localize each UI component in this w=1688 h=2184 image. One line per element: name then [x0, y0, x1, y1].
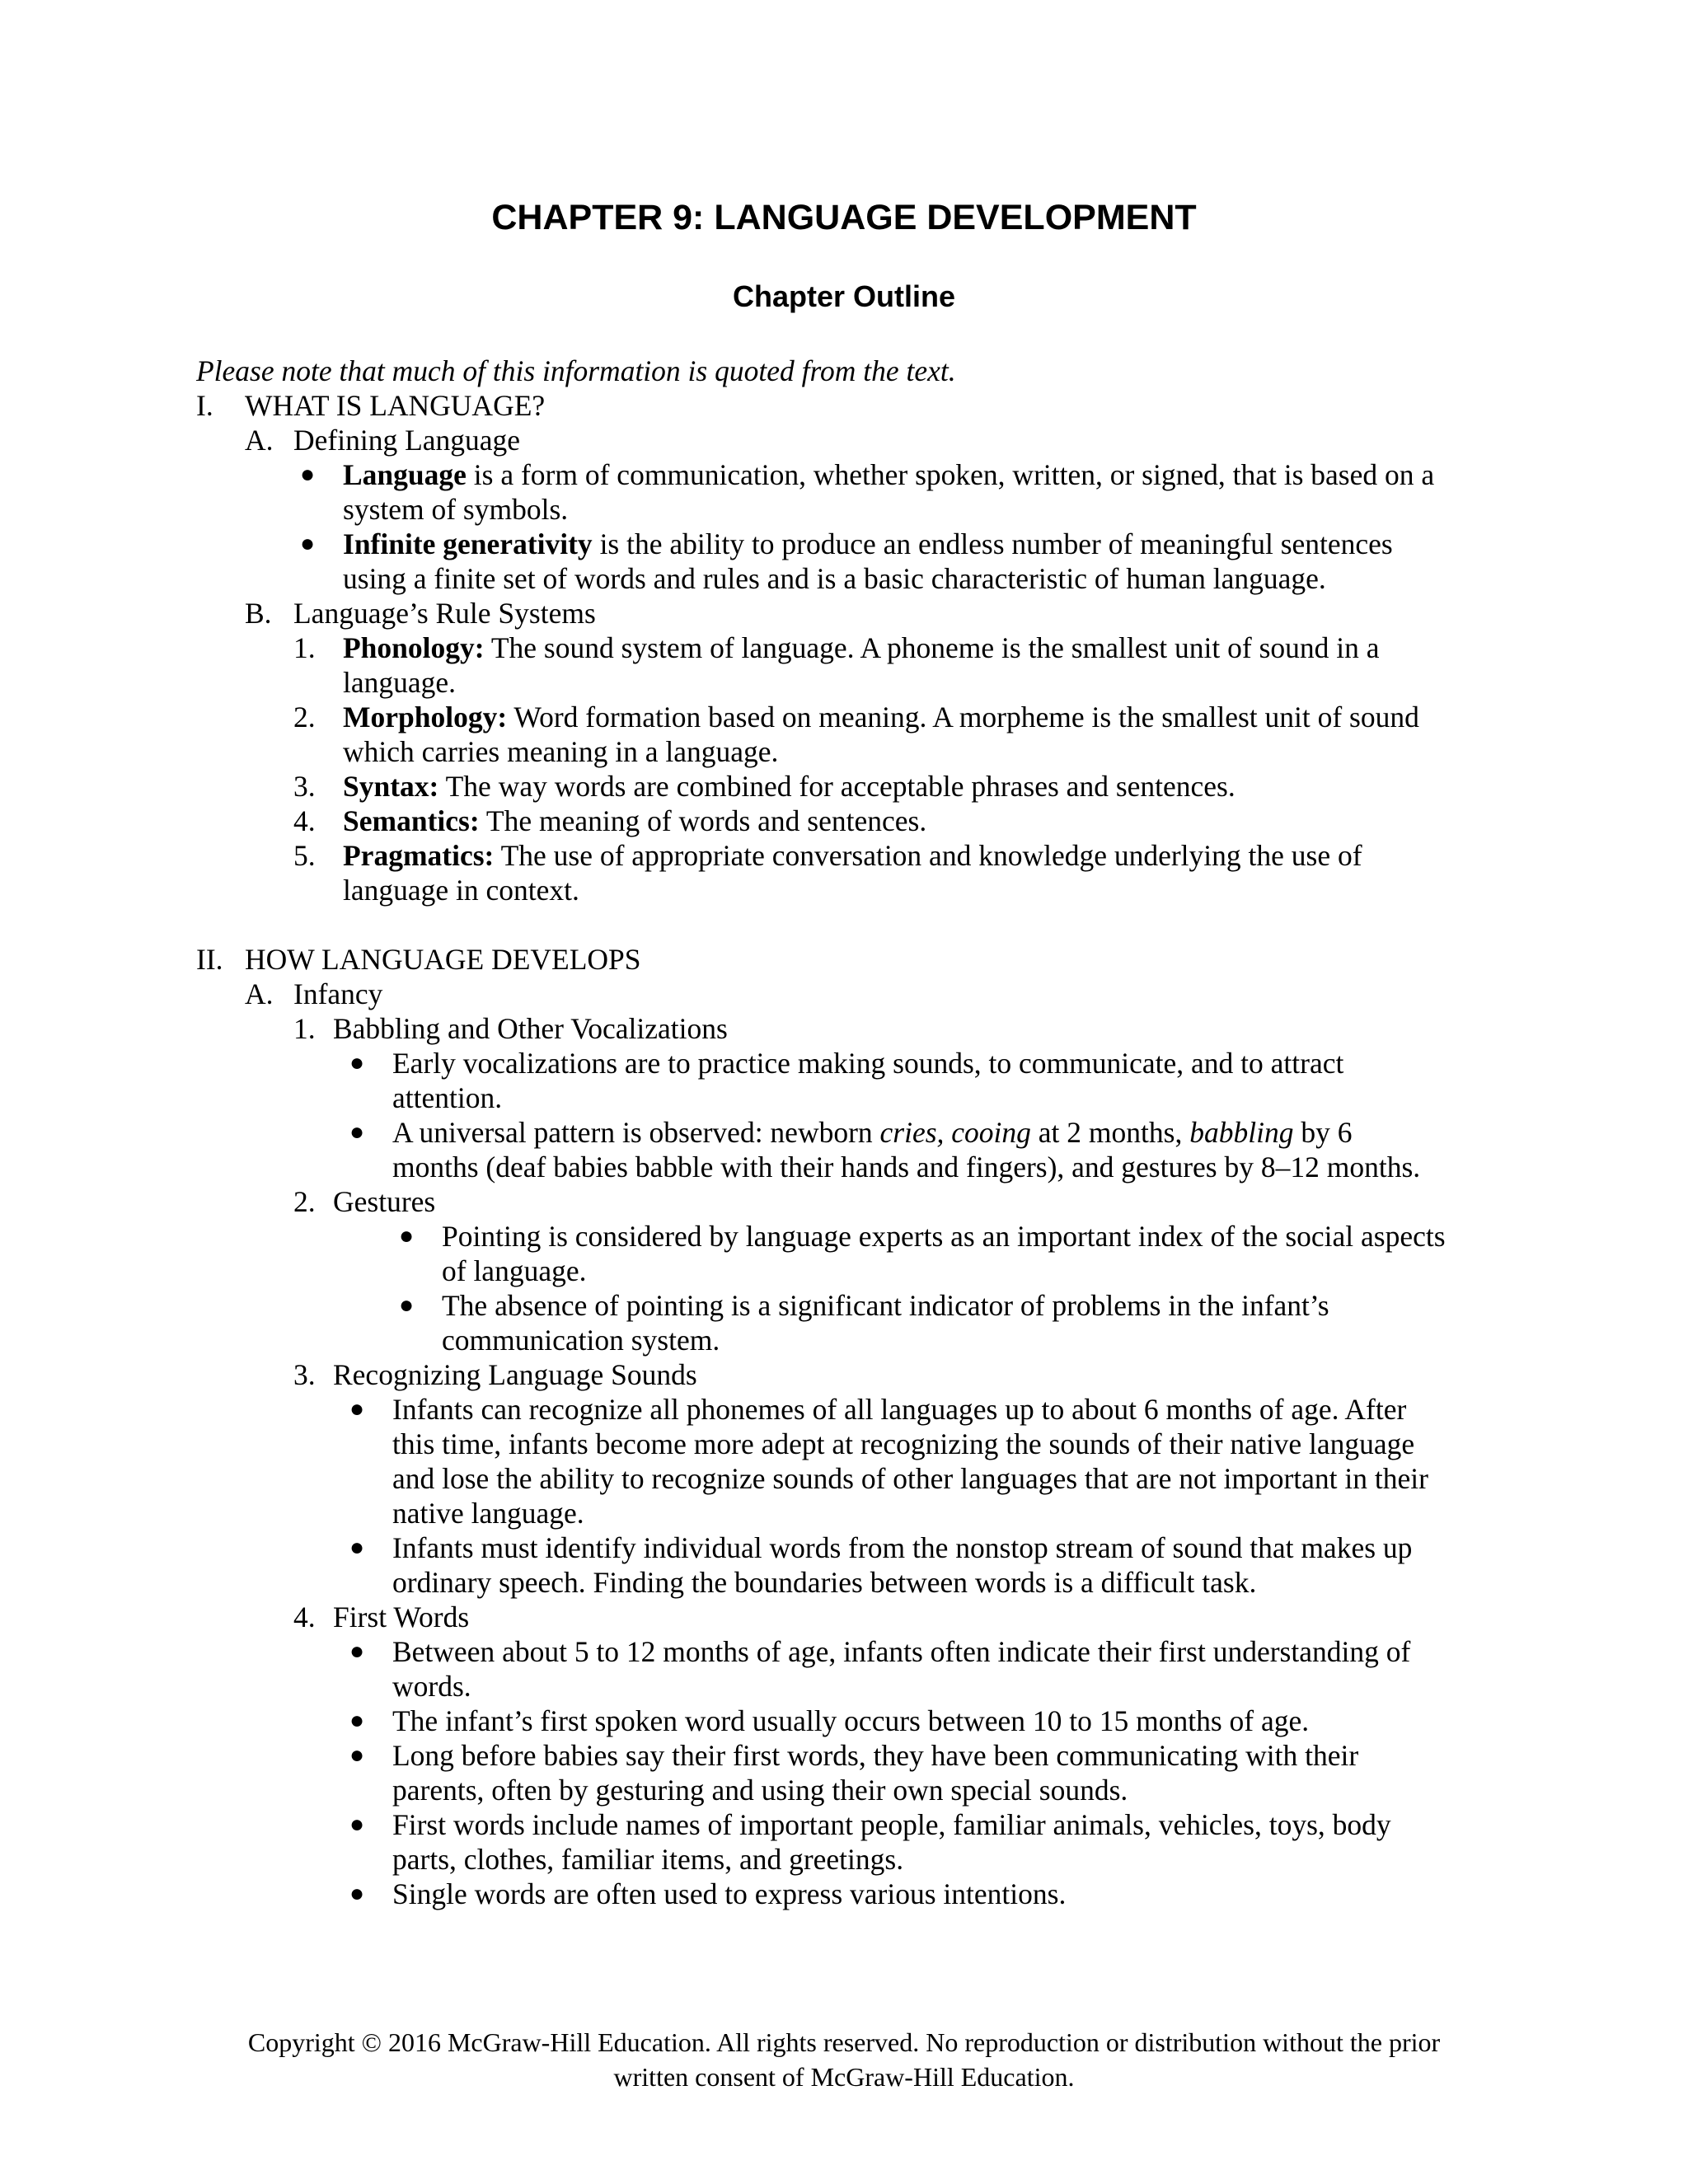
topic-first-words-heading: First Words	[333, 1601, 470, 1633]
first-words-point-1-line-2: words.	[392, 1670, 471, 1703]
babbling-text-part-2: at 2 months,	[1030, 1116, 1190, 1149]
first-words-point-3-line-1: Long before babies say their first words, they have been communicating with their	[392, 1739, 1359, 1772]
rule-5-number: 5.	[293, 839, 316, 872]
subsection-1b-heading: Language’s Rule Systems	[293, 597, 596, 630]
rule-syntax	[343, 769, 1236, 804]
copyright-footer-line-2: written consent of McGraw-Hill Education.	[613, 2062, 1075, 2092]
definition-language-cont: system of symbols.	[343, 493, 569, 526]
bullet-icon: ●	[300, 461, 316, 488]
babbling-italic-cries-cooing: cries, cooing	[879, 1116, 1031, 1149]
section-1-number: I.	[196, 389, 213, 422]
subsection-1b-label: B.	[245, 597, 272, 630]
chapter-title: CHAPTER 9: LANGUAGE DEVELOPMENT	[491, 198, 1197, 237]
first-words-point-3-line-2: parents, often by gesturing and using their own special sounds.	[392, 1774, 1128, 1807]
babbling-text-part-3: by 6	[1293, 1116, 1353, 1149]
topic-1-number: 1.	[293, 1012, 316, 1045]
definition-infinite-generativity-text: is the ability to produce an endless number of meaningful sentences	[592, 527, 1393, 560]
rule-pragmatics	[343, 838, 1362, 873]
babbling-point-2-line-1	[392, 1115, 1352, 1150]
rule-phonology-text: The sound system of language. A phoneme is the smallest unit of sound in a	[484, 631, 1380, 664]
sounds-point-1-line-2: this time, infants become more adept at recognizing the sounds of their native language	[392, 1427, 1415, 1460]
topic-2-number: 2.	[293, 1185, 316, 1218]
rule-semantics-text: The meaning of words and sentences.	[479, 804, 927, 837]
term-syntax: Syntax:	[343, 770, 439, 803]
rule-4-number: 4.	[293, 804, 316, 837]
rule-2-number: 2.	[293, 701, 316, 733]
topic-4-number: 4.	[293, 1601, 316, 1633]
rule-pragmatics-text: The use of appropriate conversation and knowledge underlying the use of	[494, 839, 1362, 872]
babbling-point-1-line-1: Early vocalizations are to practice making sounds, to communicate, and to attract	[392, 1047, 1344, 1080]
sounds-point-1-line-4: native language.	[392, 1497, 584, 1530]
copyright-footer-line-1: Copyright © 2016 McGraw-Hill Education. All rights reserved. No reproduction or distribution without the prior	[247, 2027, 1441, 2057]
intro-note: Please note that much of this information is quoted from the text.	[196, 354, 956, 387]
definition-infinite-generativity	[343, 527, 1393, 561]
section-2-number: II.	[196, 943, 223, 976]
gestures-point-2-line-2: communication system.	[442, 1324, 720, 1357]
babbling-text-part-1: A universal pattern is observed: newborn	[392, 1116, 880, 1149]
subsection-2a-label: A.	[245, 977, 274, 1010]
bullet-icon: ●	[349, 1880, 365, 1907]
rule-syntax-text: The way words are combined for acceptable phrases and sentences.	[438, 770, 1236, 803]
rule-morphology-text: Word formation based on meaning. A morpheme is the smallest unit of sound	[507, 701, 1419, 733]
rule-morphology	[343, 700, 1419, 734]
bullet-icon: ●	[399, 1222, 415, 1249]
babbling-point-2-line-2: months (deaf babies babble with their hands and fingers), and gestures by 8–12 months.	[392, 1151, 1421, 1183]
rule-semantics	[343, 804, 926, 838]
bullet-icon: ●	[349, 1811, 365, 1838]
topic-3-number: 3.	[293, 1358, 316, 1391]
term-morphology: Morphology:	[343, 701, 508, 733]
rule-pragmatics-cont: language in context.	[343, 874, 579, 907]
bullet-icon: ●	[349, 1395, 365, 1422]
rule-phonology-cont: language.	[343, 666, 457, 699]
subsection-2a-heading: Infancy	[293, 977, 383, 1010]
bullet-icon: ●	[349, 1707, 365, 1734]
bullet-icon: ●	[300, 530, 316, 557]
gestures-point-1-line-2: of language.	[442, 1254, 587, 1287]
babbling-italic-babbling: babbling	[1189, 1116, 1294, 1149]
bullet-icon: ●	[349, 1534, 365, 1561]
section-1-heading: WHAT IS LANGUAGE?	[245, 389, 546, 422]
chapter-subtitle: Chapter Outline	[732, 279, 956, 313]
term-language: Language	[343, 458, 467, 491]
term-infinite-generativity: Infinite generativity	[343, 527, 593, 560]
rule-phonology	[343, 630, 1380, 665]
bullet-icon: ●	[349, 1741, 365, 1769]
definition-language	[343, 457, 1434, 492]
first-words-point-4-line-2: parts, clothes, familiar items, and greetings.	[392, 1843, 904, 1876]
definition-language-text: is a form of communication, whether spoken, written, or signed, that is based on a	[466, 458, 1435, 491]
first-words-point-4-line-1: First words include names of important people, familiar animals, vehicles, toys, body	[392, 1808, 1391, 1841]
subsection-1a-heading: Defining Language	[293, 424, 521, 457]
bullet-icon: ●	[349, 1049, 365, 1076]
bullet-icon: ●	[349, 1638, 365, 1665]
topic-recognizing-sounds-heading: Recognizing Language Sounds	[333, 1358, 697, 1391]
rule-1-number: 1.	[293, 631, 316, 664]
first-words-point-5-line-1: Single words are often used to express various intentions.	[392, 1877, 1067, 1910]
gestures-point-2-line-1: The absence of pointing is a significant indicator of problems in the infant’s	[442, 1289, 1329, 1322]
sounds-point-1-line-3: and lose the ability to recognize sounds of other languages that are not important in their	[392, 1462, 1428, 1495]
bullet-icon: ●	[349, 1118, 365, 1146]
babbling-point-1-line-2: attention.	[392, 1081, 503, 1114]
sounds-point-1-line-1: Infants can recognize all phonemes of all languages up to about 6 months of age. After	[392, 1393, 1407, 1426]
sounds-point-2-line-2: ordinary speech. Finding the boundaries between words is a difficult task.	[392, 1566, 1257, 1599]
topic-babbling-heading: Babbling and Other Vocalizations	[333, 1012, 728, 1045]
section-2-heading: HOW LANGUAGE DEVELOPS	[245, 943, 641, 976]
rule-3-number: 3.	[293, 770, 316, 803]
subsection-1a-label: A.	[245, 424, 274, 457]
sounds-point-2-line-1: Infants must identify individual words from the nonstop stream of sound that makes up	[392, 1531, 1413, 1564]
first-words-point-1-line-1: Between about 5 to 12 months of age, infants often indicate their first understanding of	[392, 1635, 1411, 1668]
topic-gestures-heading: Gestures	[333, 1185, 436, 1218]
gestures-point-1-line-1: Pointing is considered by language experts as an important index of the social aspects	[442, 1220, 1446, 1253]
term-phonology: Phonology:	[343, 631, 485, 664]
term-pragmatics: Pragmatics:	[343, 839, 495, 872]
first-words-point-2-line-1: The infant’s first spoken word usually occurs between 10 to 15 months of age.	[392, 1704, 1310, 1737]
rule-morphology-cont: which carries meaning in a language.	[343, 735, 779, 768]
bullet-icon: ●	[399, 1291, 415, 1319]
term-semantics: Semantics:	[343, 804, 480, 837]
definition-infinite-generativity-cont: using a finite set of words and rules and is a basic characteristic of human language.	[343, 562, 1326, 595]
